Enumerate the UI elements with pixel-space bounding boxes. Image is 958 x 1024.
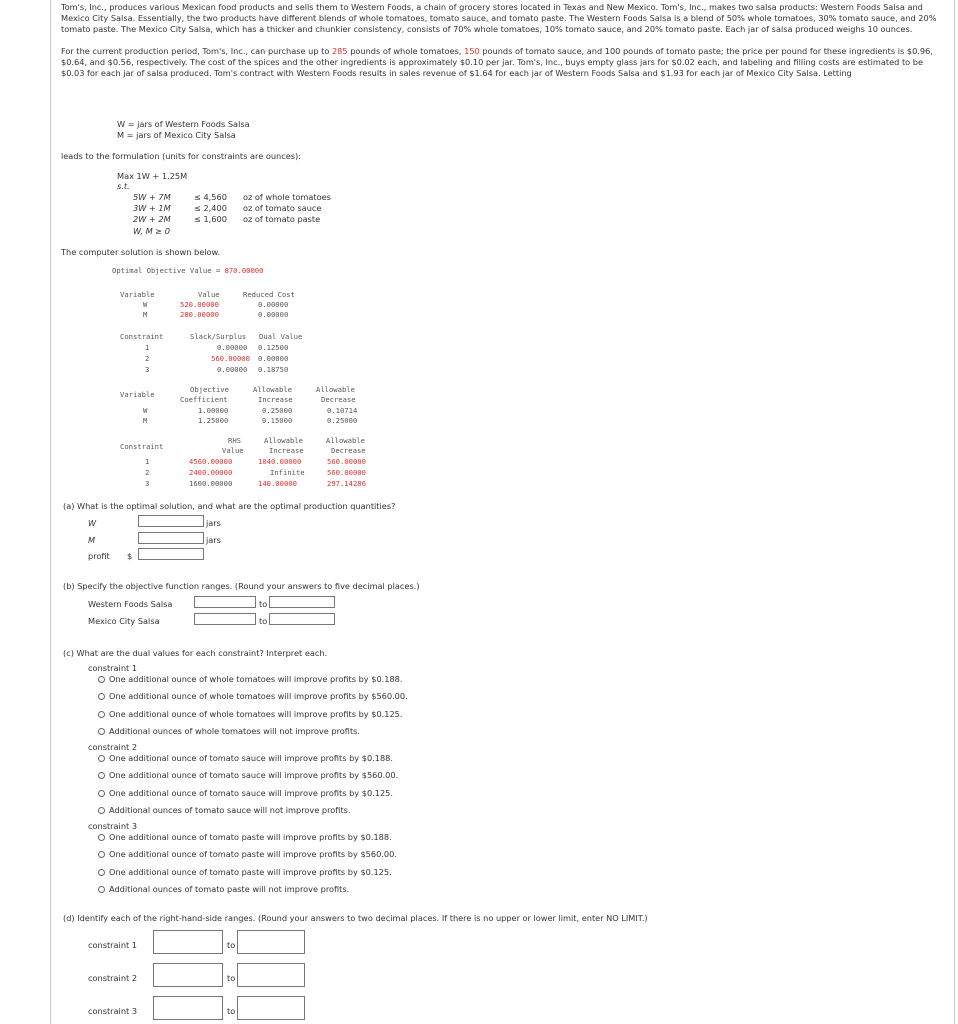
dual-option-text: One additional ounce of tomato paste will improve profits by $0.188. bbox=[109, 832, 392, 842]
subject-to: s.t. bbox=[117, 181, 130, 191]
rhs-header-increase: Increase bbox=[269, 446, 304, 455]
dual-option-text: One additional ounce of whole tomatoes will improve profits by $0.125. bbox=[109, 708, 403, 719]
constraint-label: oz of whole tomatoes bbox=[243, 192, 331, 202]
con-header-constraint: Constraint bbox=[120, 332, 164, 341]
dual-option-text: One additional ounce of tomato sauce will improve profits by $0.125. bbox=[109, 787, 393, 798]
rhs-lower-input[interactable] bbox=[153, 930, 223, 954]
constraint-label: oz of tomato sauce bbox=[243, 203, 322, 213]
rhs-allow-inc: 140.00000 bbox=[258, 479, 297, 488]
constraint-lhs: 3W + 1M bbox=[133, 203, 171, 213]
m-unit: jars bbox=[206, 535, 221, 545]
profit-label: profit bbox=[88, 551, 110, 561]
tomato-sauce-limit: 150 bbox=[464, 45, 480, 56]
var-value: 520.00000 bbox=[180, 300, 219, 309]
con-dual: 0.00000 bbox=[258, 354, 289, 363]
range-lower-input[interactable] bbox=[194, 613, 256, 625]
dual-option-radio[interactable] bbox=[98, 755, 105, 762]
var-header-variable: Variable bbox=[120, 290, 155, 299]
part-b-question: (b) Specify the objective function ranges. (Round your answers to five decimal places.) bbox=[63, 581, 420, 591]
var-header-reduced: Reduced Cost bbox=[243, 290, 295, 299]
obj-value-label: Optimal Objective Value = 870.00000 bbox=[112, 266, 264, 275]
obj-var: W bbox=[143, 406, 148, 415]
range-upper-input[interactable] bbox=[269, 596, 335, 608]
con-number: 3 bbox=[145, 365, 150, 374]
obj-header-allow-inc: Allowable bbox=[253, 385, 292, 394]
def-w: W = jars of Western Foods Salsa bbox=[117, 119, 250, 129]
con-number: 2 bbox=[145, 354, 150, 363]
dual-option-radio[interactable] bbox=[98, 807, 105, 814]
constraint-group-label: constraint 3 bbox=[88, 821, 138, 831]
rhs-allow-inc: 1040.00000 bbox=[258, 457, 302, 466]
rhs-lower-input[interactable] bbox=[153, 996, 223, 1020]
range-to: to bbox=[259, 599, 268, 609]
w-label: W bbox=[88, 518, 97, 528]
rhs-upper-input[interactable] bbox=[237, 963, 305, 987]
var-reduced-cost: 0.00000 bbox=[258, 310, 289, 319]
rhs-to: to bbox=[227, 940, 236, 950]
con-number: 1 bbox=[145, 343, 150, 352]
con-slack: 0.00000 bbox=[217, 343, 248, 352]
obj-allow-inc: 0.15000 bbox=[262, 416, 293, 425]
w-answer-input[interactable] bbox=[138, 515, 204, 527]
dual-option-text: One additional ounce of tomato sauce will improve profits by $0.188. bbox=[109, 753, 393, 763]
part-d-question: (d) Identify each of the right-hand-side ranges. (Round your answers to two decimal places. If there is no upper or lower limit, enter NO LIMIT.) bbox=[63, 913, 648, 923]
objective-range-label: Western Foods Salsa bbox=[88, 599, 173, 609]
var-header-value: Value bbox=[198, 290, 220, 299]
rhs-value: 2400.00000 bbox=[189, 468, 233, 477]
dual-option-radio[interactable] bbox=[98, 711, 105, 718]
rhs-to: to bbox=[227, 1006, 236, 1016]
constraint-group-label: constraint 2 bbox=[88, 742, 138, 752]
dual-option-radio[interactable] bbox=[98, 676, 105, 683]
computer-intro: The computer solution is shown below. bbox=[61, 247, 221, 257]
w-unit: jars bbox=[206, 518, 221, 528]
range-to: to bbox=[259, 616, 268, 626]
dual-option-text: One additional ounce of tomato paste will improve profits by $560.00. bbox=[109, 849, 397, 860]
intro-paragraph-2: For the current production period, Tom's, Inc., can purchase up to 285 pounds of whole tomatoes, 150 pounds of tomato sauce, and 100 pounds of tomato paste; the price per pound for these ingredients is $0.96, $0.64, and $0.56, respectively. The cost of the spices and the other ingredients is approximately $0.10 per jar. Tom's, Inc., buys empty glass jars for $0.02 each, and labeling and filling costs are estimated to be $0.03 for each jar of salsa produced. Tom's contract with Western Foods results in sales revenue of $1.64 for each jar of Western Foods Salsa and $1.93 for each jar of Mexico City Salsa. Letting bbox=[61, 45, 933, 79]
var-name: M bbox=[143, 310, 148, 319]
dual-option-text: One additional ounce of whole tomatoes will improve profits by $560.00. bbox=[109, 691, 408, 702]
rhs-to: to bbox=[227, 973, 236, 983]
dual-option-radio[interactable] bbox=[98, 834, 105, 841]
dual-option-text: One additional ounce of tomato paste will improve profits by $0.125. bbox=[109, 866, 392, 877]
obj-coef: 1.00000 bbox=[198, 406, 229, 415]
leads-text: leads to the formulation (units for constraints are ounces): bbox=[61, 151, 301, 161]
objective-function: Max 1W + 1.25M bbox=[117, 171, 188, 181]
rhs-allow-dec: 560.00000 bbox=[327, 457, 366, 466]
dual-option-radio[interactable] bbox=[98, 790, 105, 797]
constraint-label: oz of tomato paste bbox=[243, 214, 321, 224]
rhs-upper-input[interactable] bbox=[237, 930, 305, 954]
obj-allow-inc: 0.25000 bbox=[262, 406, 293, 415]
obj-var: M bbox=[143, 416, 148, 425]
constraint-rhs: ≤ 1,600 bbox=[194, 214, 227, 224]
constraint-rhs: ≤ 4,560 bbox=[194, 192, 227, 202]
con-header-slack: Slack/Surplus bbox=[190, 332, 247, 341]
objective-range-label: Mexico City Salsa bbox=[88, 616, 160, 626]
rhs-header-allow-inc: Allowable bbox=[264, 436, 303, 445]
dual-option-text: One additional ounce of tomato sauce will improve profits by $560.00. bbox=[109, 770, 399, 781]
var-value: 280.00000 bbox=[180, 310, 219, 319]
obj-coef: 1.25000 bbox=[198, 416, 229, 425]
dual-option-radio[interactable] bbox=[98, 886, 105, 893]
rhs-value: 4560.00000 bbox=[189, 457, 233, 466]
range-lower-input[interactable] bbox=[194, 596, 256, 608]
var-name: W bbox=[143, 300, 148, 309]
obj-header-variable: Variable bbox=[120, 390, 155, 399]
whole-tomato-limit: 285 bbox=[331, 45, 348, 56]
def-m: M = jars of Mexico City Salsa bbox=[117, 130, 236, 140]
obj-header-allow-dec: Allowable bbox=[316, 385, 355, 394]
part-c-question: (c) What are the dual values for each constraint? Interpret each. bbox=[63, 648, 328, 658]
rhs-constraint: 2 bbox=[145, 468, 150, 477]
obj-header-objective: Objective bbox=[190, 385, 229, 394]
m-answer-input[interactable] bbox=[138, 532, 204, 544]
obj-header-increase: Increase bbox=[258, 395, 293, 404]
constraint-lhs: 5W + 7M bbox=[133, 192, 171, 202]
m-label: M bbox=[88, 535, 96, 545]
con-dual: 0.12500 bbox=[258, 343, 289, 352]
rhs-value: 1600.00000 bbox=[189, 479, 233, 488]
rhs-constraint: 3 bbox=[145, 479, 150, 488]
rhs-header-constraint: Constraint bbox=[120, 442, 164, 451]
con-header-dual: Dual Value bbox=[259, 332, 303, 341]
dual-option-text: Additional ounces of tomato sauce will not improve profits. bbox=[109, 804, 351, 815]
rhs-allow-dec: 560.00000 bbox=[327, 468, 366, 477]
dual-option-radio[interactable] bbox=[98, 869, 105, 876]
rhs-header-value: Value bbox=[222, 446, 244, 455]
rhs-header-decrease: Decrease bbox=[331, 446, 366, 455]
nonnegativity: W, M ≥ 0 bbox=[133, 226, 170, 236]
rhs-header-rhs: RHS bbox=[228, 436, 241, 445]
profit-answer-input[interactable] bbox=[138, 548, 204, 560]
obj-header-decrease: Decrease bbox=[321, 395, 356, 404]
constraint-lhs: 2W + 2M bbox=[133, 214, 171, 224]
rhs-upper-input[interactable] bbox=[237, 996, 305, 1020]
rhs-lower-input[interactable] bbox=[153, 963, 223, 987]
rhs-allow-dec: 297.14286 bbox=[327, 479, 366, 488]
problem-text bbox=[61, 2, 946, 79]
rhs-allow-inc: Infinite bbox=[270, 468, 305, 477]
dual-option-text: Additional ounces of tomato paste will not improve profits. bbox=[109, 883, 350, 894]
rhs-range-label: constraint 2 bbox=[88, 973, 138, 983]
rhs-range-label: constraint 1 bbox=[88, 940, 138, 950]
con-slack: 560.00000 bbox=[211, 354, 250, 363]
range-upper-input[interactable] bbox=[269, 613, 335, 625]
con-slack: 0.00000 bbox=[217, 365, 248, 374]
obj-allow-dec: 0.10714 bbox=[327, 406, 358, 415]
intro-paragraph-1: Tom's, Inc., produces various Mexican food products and sells them to Western Foods, a chain of grocery stores located in Texas and New Mexico. Tom's, Inc., makes two salsa products: Western Foods Salsa and Mexico City Salsa. Essentially, the two products have different blends of whole tomatoes, tomato sauce, and tomato paste. The Western Foods Salsa is a blend of 50% whole tomatoes, 30% tomato sauce, and 20% tomato paste. The Mexico City Salsa, which has a thicker and chunkier consistency, consists of 70% whole tomatoes, 10% tomato sauce, and 20% tomato paste. Each jar of salsa produced weighs 10 ounces. bbox=[61, 2, 937, 35]
dual-option-text: Additional ounces of whole tomatoes will not improve profits. bbox=[109, 725, 361, 736]
obj-header-coefficient: Coefficient bbox=[180, 395, 228, 404]
dollar-sign: $ bbox=[127, 551, 133, 561]
var-reduced-cost: 0.00000 bbox=[258, 300, 289, 309]
dual-option-radio[interactable] bbox=[98, 728, 105, 735]
con-dual: 0.18750 bbox=[258, 365, 289, 374]
rhs-range-label: constraint 3 bbox=[88, 1006, 138, 1016]
rhs-constraint: 1 bbox=[145, 457, 150, 466]
part-a-question: (a) What is the optimal solution, and what are the optimal production quantities? bbox=[63, 501, 396, 511]
dual-option-text: One additional ounce of whole tomatoes will improve profits by $0.188. bbox=[109, 674, 403, 684]
constraint-rhs: ≤ 2,400 bbox=[194, 203, 227, 213]
constraint-group-label: constraint 1 bbox=[88, 663, 138, 673]
obj-allow-dec: 0.25000 bbox=[327, 416, 358, 425]
rhs-header-allow-dec: Allowable bbox=[326, 436, 365, 445]
